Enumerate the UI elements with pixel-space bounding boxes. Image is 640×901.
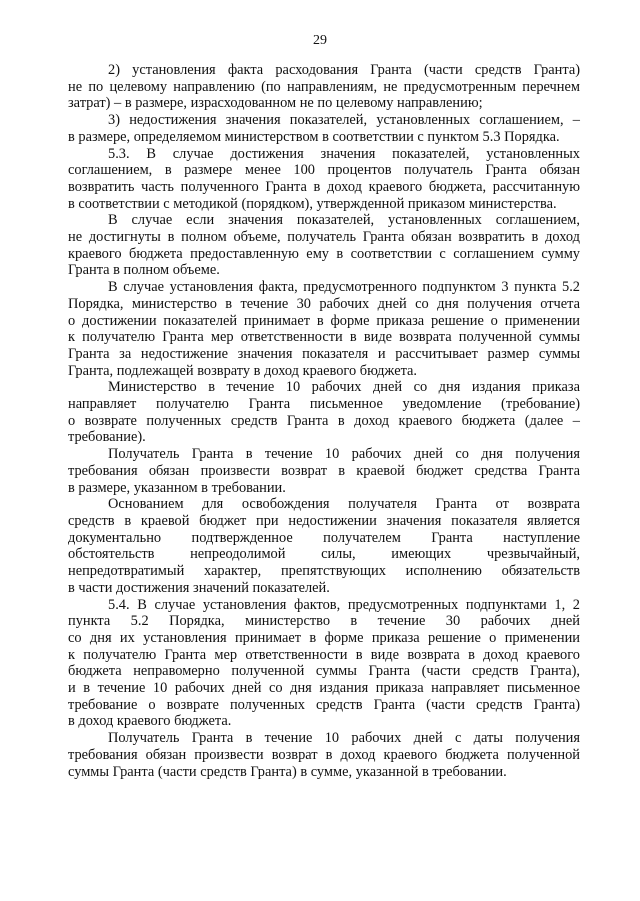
text-line: о достижении показателей принимает в форме приказа решение о применении bbox=[68, 312, 580, 329]
text-line: 5.4. В случае установления фактов, предусмотренных подпунктами 1, 2 bbox=[108, 596, 580, 613]
text-line: требования обязан произвести возврат в доход краевого бюджета полученной bbox=[68, 746, 580, 763]
text-line: 2) установления факта расходования Гранта (части средств Гранта) bbox=[108, 62, 580, 78]
text-line: со дня их установления принимает в форме приказа решение о применении bbox=[68, 629, 580, 646]
text-line: пункта 5.2 Порядка, министерство в течение 30 рабочих дней bbox=[68, 613, 580, 630]
text-line: Гранта, подлежащей возврату в доход краевого бюджета. bbox=[68, 362, 418, 379]
text-line: о возврате полученных средств Гранта в доход краевого бюджета (далее – bbox=[68, 412, 580, 429]
text-line: требование). bbox=[68, 429, 146, 446]
text-line: требования обязан произвести возврат в краевой бюджет средства Гранта bbox=[68, 462, 580, 479]
text-line: 3) недостижения значения показателей, установленных соглашением, – bbox=[108, 112, 580, 129]
document-body bbox=[68, 62, 580, 780]
text-line: возвратить часть полученного Гранта в доход краевого бюджета, рассчитанную bbox=[68, 178, 580, 195]
text-line: обстоятельств непреодолимой силы, имеющих чрезвычайный, bbox=[68, 546, 580, 563]
text-line: требование о возврате полученных средств Гранта (части средств Гранта) bbox=[68, 696, 580, 713]
text-line: краевого бюджета предоставленную ему в соответствии с соглашением сумму bbox=[68, 245, 580, 262]
text-line: Порядка, министерство в течение 30 рабочих дней со дня получения отчета bbox=[68, 295, 580, 312]
text-line: В случае установления факта, предусмотренного подпунктом 3 пункта 5.2 bbox=[108, 279, 580, 296]
text-line: направляет получателю Гранта письменное уведомление (требование) bbox=[68, 396, 580, 413]
text-line: Основанием для освобождения получателя Гранта от возврата bbox=[108, 496, 580, 513]
text-line: и в течение 10 рабочих дней со дня издания приказа направляет письменное bbox=[68, 680, 580, 697]
text-line: к получателю Гранта мер ответственности в виде возврата полученной суммы bbox=[68, 329, 580, 346]
text-line: Получатель Гранта в течение 10 рабочих дней с даты получения bbox=[108, 730, 580, 747]
text-line: суммы Гранта (части средств Гранта) в сумме, указанной в требовании. bbox=[68, 763, 507, 780]
text-line: соглашением, в размере менее 100 процентов получатель Гранта обязан bbox=[68, 162, 580, 179]
text-line: затрат) – в размере, израсходованном не по целевому направлению; bbox=[68, 95, 483, 112]
text-line: в доход краевого бюджета. bbox=[68, 713, 232, 730]
text-line: средств в краевой бюджет при недостижении значения показателя является bbox=[68, 512, 580, 529]
text-line: Гранта в полном объеме. bbox=[68, 262, 220, 279]
text-line: непредотвратимый характер, препятствующих исполнению обязательств bbox=[68, 563, 580, 580]
text-line: в размере, указанном в требовании. bbox=[68, 479, 286, 496]
text-line: не по целевому направлению (по направлениям, не предусмотренным перечнем bbox=[68, 78, 580, 95]
text-line: в размере, определяемом министерством в соответствии с пунктом 5.3 Порядка. bbox=[68, 128, 560, 145]
text-line: в соответствии с методикой (порядком), утвержденной приказом министерства. bbox=[68, 195, 557, 212]
text-line: бюджета неправомерно полученной суммы Гранта (части средств Гранта), bbox=[68, 663, 580, 680]
text-line: не достигнуты в полном объеме, получатель Гранта обязан возвратить в доход bbox=[68, 229, 580, 246]
text-line: Министерство в течение 10 рабочих дней со дня издания приказа bbox=[108, 379, 580, 396]
text-line: Гранта за недостижение значения показателя и рассчитывает размер суммы bbox=[68, 345, 580, 362]
text-line: 5.3. В случае достижения значения показателей, установленных bbox=[108, 145, 580, 162]
text-line: документально подтвержденное получателем Гранта наступление bbox=[68, 529, 580, 546]
page-number: 29 bbox=[313, 33, 327, 48]
text-line: В случае если значения показателей, установленных соглашением, bbox=[108, 212, 580, 229]
text-line: к получателю Гранта мер ответственности в виде возврата в доход краевого bbox=[68, 646, 580, 663]
text-line: в части достижения значений показателей. bbox=[68, 579, 330, 596]
text-line: Получатель Гранта в течение 10 рабочих дней со дня получения bbox=[108, 446, 580, 463]
